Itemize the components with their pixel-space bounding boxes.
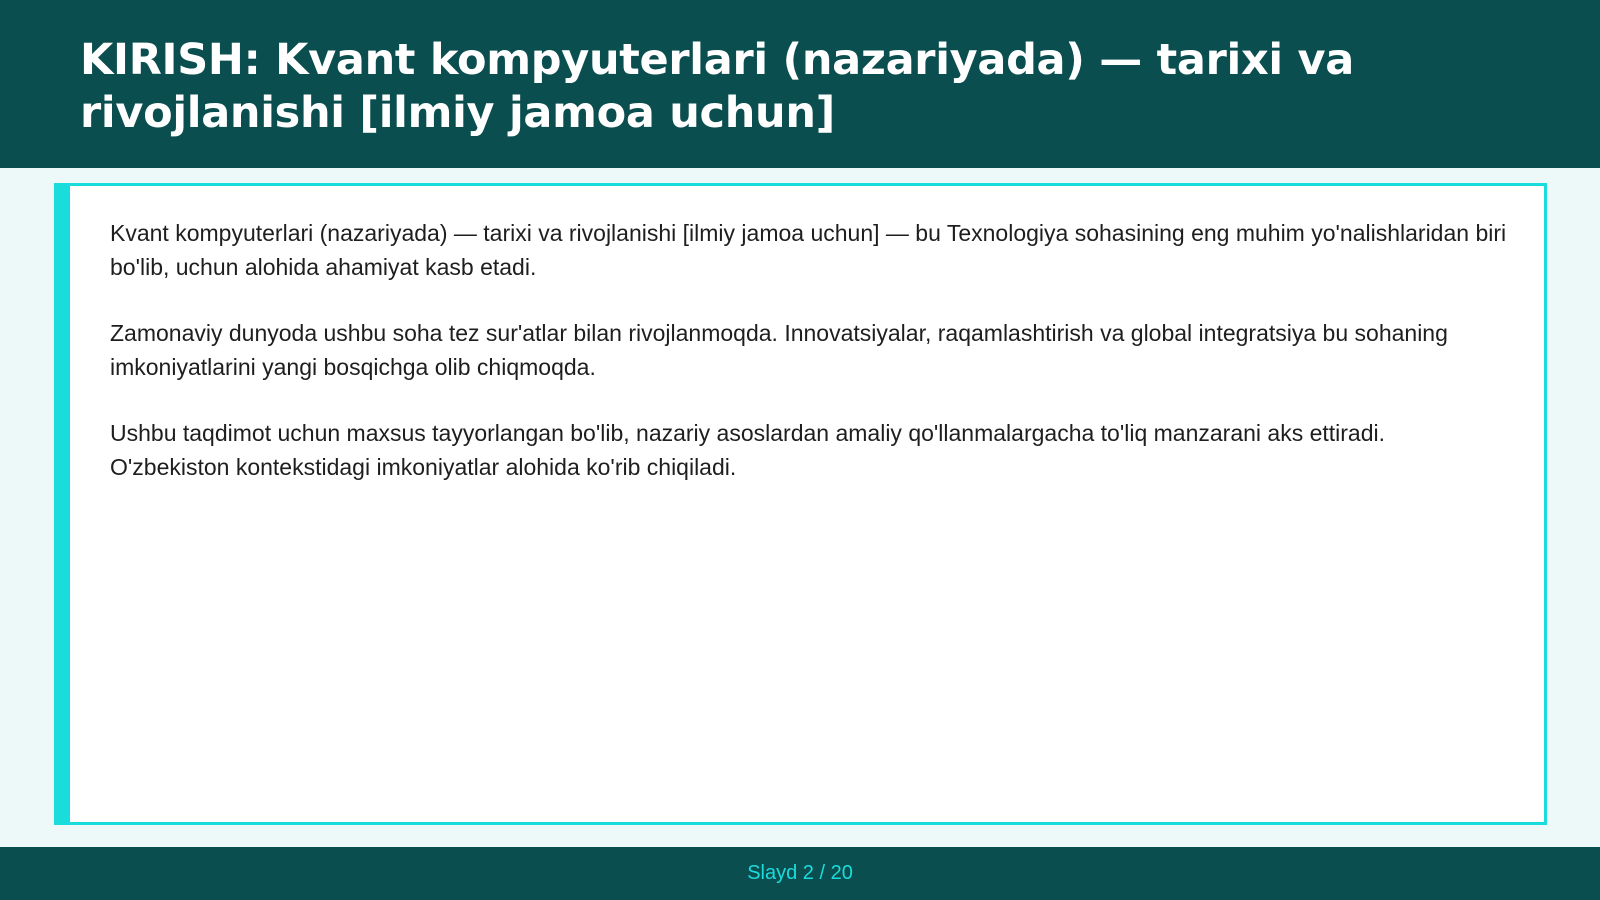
content-body xyxy=(110,216,1510,516)
slide-counter: Slayd 2 / 20 xyxy=(747,862,853,884)
paragraph-3: Ushbu taqdimot uchun maxsus tayyorlangan bo'lib, nazariy asoslardan amaliy qo'llanmalargacha to'liq manzarani aks ettiradi. O'zbekiston kontekstidagi imkoniyatlar alohida ko'rib chiqiladi. xyxy=(110,420,1386,480)
paragraph-2: Zamonaviy dunyoda ushbu soha tez sur'atlar bilan rivojlanmoqda. Innovatsiyalar, raqamlashtirish va global integratsiya bu sohaning imkoniyatlarini yangi bosqichga olib chiqmoqda. xyxy=(110,320,1448,380)
content-card xyxy=(54,183,1547,825)
slide-footer xyxy=(0,847,1600,900)
slide-title: KIRISH: Kvant kompyuterlari (nazariyada) — tarixi va rivojlanishi [ilmiy jamoa uchun] xyxy=(80,35,1354,138)
paragraph-1: Kvant kompyuterlari (nazariyada) — tarixi va rivojlanishi [ilmiy jamoa uchun] — bu Texnologiya sohasining eng muhim yo'nalishlaridan biri bo'lib, uchun alohida ahamiyat kasb etadi. xyxy=(110,220,1507,280)
slide-header xyxy=(0,0,1600,168)
